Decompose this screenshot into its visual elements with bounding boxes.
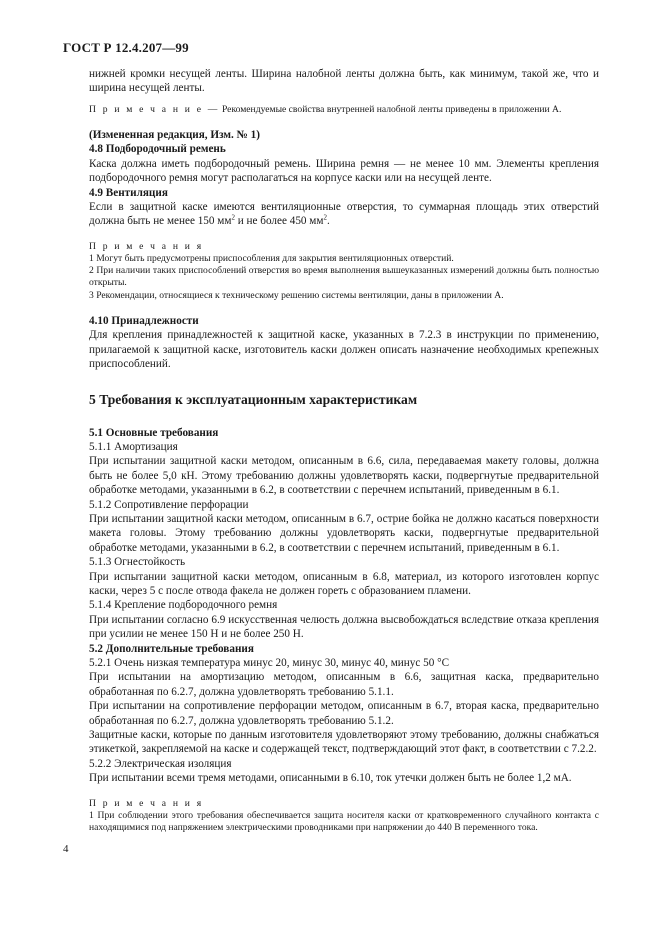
page-number: 4	[63, 843, 69, 855]
notes-label: П р и м е ч а н и я	[89, 797, 204, 809]
paragraph-5-1-3: При испытании защитной каски методом, описанным в 6.8, материал, из которого изготовлен корпус каски, через 5 с после отвода факела не должен гореть с образованием пламени.	[89, 570, 599, 597]
note-label: П р и м е ч а н и е —	[89, 103, 220, 115]
note-item: 2 При наличии таких приспособлений отверстия во время выполнения вышеуказанных измерений должны быть полностью открыты.	[89, 265, 599, 289]
notes-label: П р и м е ч а н и я	[89, 240, 204, 252]
paragraph-4-9-part-a: Если в защитной каске имеются вентиляционные отверстия, то суммарная площадь этих отверстий должна быть не менее 150 мм	[89, 201, 599, 228]
paragraph-4-9-part-b: и не более 450 мм	[234, 215, 324, 228]
heading-5-2-1: 5.2.1 Очень низкая температура минус 20, минус 30, минус 40, минус 50 °С	[89, 657, 450, 669]
heading-5-1-1: 5.1.1 Амортизация	[89, 440, 178, 453]
heading-5-1-3: 5.1.3 Огнестойкость	[89, 556, 186, 569]
notes-ventilation	[89, 241, 599, 302]
note-item: 1 Могут быть предусмотрены приспособления для закрытия вентиляционных отверстий.	[89, 253, 454, 265]
paragraph-5-1-2: При испытании защитной каски методом, описанным в 6.7, острие бойка не должно касаться поверхности макета головы. Этому требованию должны удовлетворять каски, подвергнутые предварительной обработке методами, указанными в 6.2, в соответствии с перечнем испытаний, приведенным в 6.1.	[89, 512, 599, 554]
note-headband	[89, 104, 599, 116]
paragraph-5-2-1-b: При испытании на сопротивление перфорации методом, описанным в 6.7, вторая каска, предварительно обработанная по 6.2.7, должна удовлетворять требованию 5.1.2.	[89, 700, 599, 727]
paragraph-5-2-2: При испытании всеми тремя методами, описанными в 6.10, ток утечки должен быть не более 1,2 мА.	[89, 772, 572, 785]
paragraph-4-9	[89, 200, 599, 229]
heading-5-2-2: 5.2.2 Электрическая изоляция	[89, 757, 232, 770]
heading-5-1-2: 5.1.2 Сопротивление перфорации	[89, 498, 249, 511]
heading-4-9: 4.9 Вентиляция	[89, 186, 168, 199]
paragraph-5-1-4: При испытании согласно 6.9 искусственная челюсть должна высвобождаться вследствие отказа крепления при усилии не менее 150 Н и не более 250 Н.	[89, 613, 599, 641]
heading-5-1-4: 5.1.4 Крепление подбородочного ремня	[89, 599, 278, 612]
heading-5-1: 5.1 Основные требования	[89, 426, 219, 439]
document-header: ГОСТ Р 12.4.207—99	[63, 40, 189, 55]
heading-4-8: 4.8 Подбородочный ремень	[89, 143, 226, 156]
superscript-2: 2	[323, 213, 327, 222]
paragraph-4-8: Каска должна иметь подбородочный ремень. Ширина ремня — не менее 10 мм. Элементы крепления подбородочного ремня могут располагаться на корпусе каски или на несущей ленте.	[89, 157, 599, 185]
amendment-note: (Измененная редакция, Изм. № 1)	[89, 129, 260, 142]
note-item: 1 При соблюдении этого требования обеспечивается защита носителя каски от кратковременного случайного контакта с находящимися под напряжением электрическими проводниками при напряжении до 440 В переменного тока.	[89, 809, 599, 834]
superscript-2: 2	[231, 213, 235, 222]
paragraph-continuation: нижней кромки несущей ленты. Ширина налобной ленты должна быть, как минимум, такой же, что и ширина несущей ленты.	[89, 68, 599, 95]
heading-5-2: 5.2 Дополнительные требования	[89, 642, 254, 655]
note-text: Рекомендуемые свойства внутренней налобной ленты приведены в приложении А.	[219, 103, 562, 115]
section-title-5: 5 Требования к эксплуатационным характеристикам	[89, 391, 418, 407]
paragraph-4-10: Для крепления принадлежностей к защитной каске, указанных в 7.2.3 в инструкции по применению, прилагаемой к защитной каске, изготовитель каски должен описать назначение необходимых крепежных приспособлений.	[89, 329, 599, 371]
heading-4-10: 4.10 Принадлежности	[89, 314, 199, 327]
paragraph-5-1-1: При испытании защитной каски методом, описанным в 6.6, сила, передаваемая макету головы, должна быть не более 5,0 кН. Этому требованию должны удовлетворять каски, подвергнутые предварительной обработке методами, указанными в 6.2, в соответствии с перечнем испытаний, приведенным в 6.1.	[89, 455, 599, 497]
paragraph-5-2-1-a: При испытании на амортизацию методом, описанным в 6.6, защитная каска, предварительно обработанная по 6.2.7, должна удовлетворять требованию 5.1.1.	[89, 671, 599, 698]
notes-insulation	[89, 798, 599, 835]
document-body	[89, 67, 599, 834]
paragraph-5-2-1-c: Защитные каски, которые по данным изготовителя удовлетворяют этому требованию, должны снабжаться этикеткой, закрепляемой на каске и содержащей текст, подтверждающий этот факт, в соответствии с 7.2.2.	[89, 729, 599, 756]
note-item: 3 Рекомендации, относящиеся к техническому решению системы вентиляции, даны в приложении А.	[89, 289, 504, 301]
paragraph-4-9-part-c: .	[326, 215, 330, 228]
